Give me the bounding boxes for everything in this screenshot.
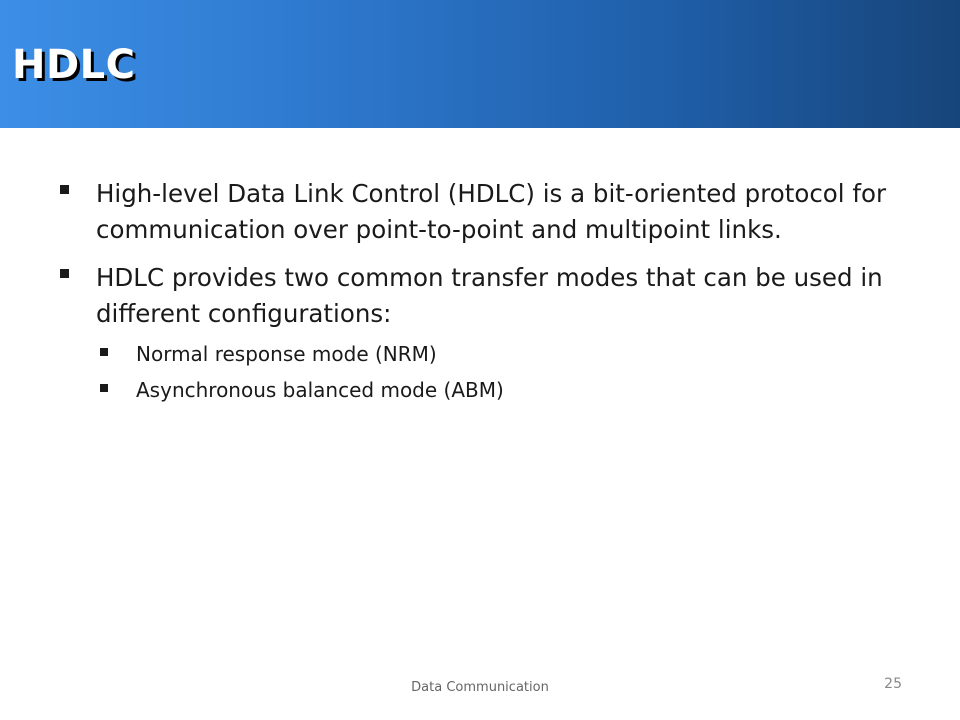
footer-text: Data Communication: [411, 680, 549, 695]
bullet-text: High-level Data Link Control (HDLC) is a bit-oriented protocol for communication over point-to-point and multipoint links.: [96, 179, 887, 244]
slide-title: HDLC: [12, 42, 136, 88]
bullet-list: [56, 176, 916, 404]
bullet-text: HDLC provides two common transfer modes that can be used in different configurations:: [96, 263, 883, 328]
square-bullet-icon: [100, 384, 108, 392]
sub-bullet-text: Normal response mode (NRM): [136, 342, 437, 366]
sub-bullet-item: [96, 340, 916, 368]
bullet-item: [56, 260, 916, 404]
square-bullet-icon: [60, 269, 69, 278]
square-bullet-icon: [100, 348, 108, 356]
page-number: 25: [884, 676, 902, 692]
bullet-item: [56, 176, 916, 248]
sub-bullet-list: [96, 340, 916, 404]
sub-bullet-text: Asynchronous balanced mode (ABM): [136, 378, 504, 402]
slide-content: [56, 176, 916, 416]
sub-bullet-item: [96, 376, 916, 404]
square-bullet-icon: [60, 185, 69, 194]
title-bar: [0, 0, 960, 128]
